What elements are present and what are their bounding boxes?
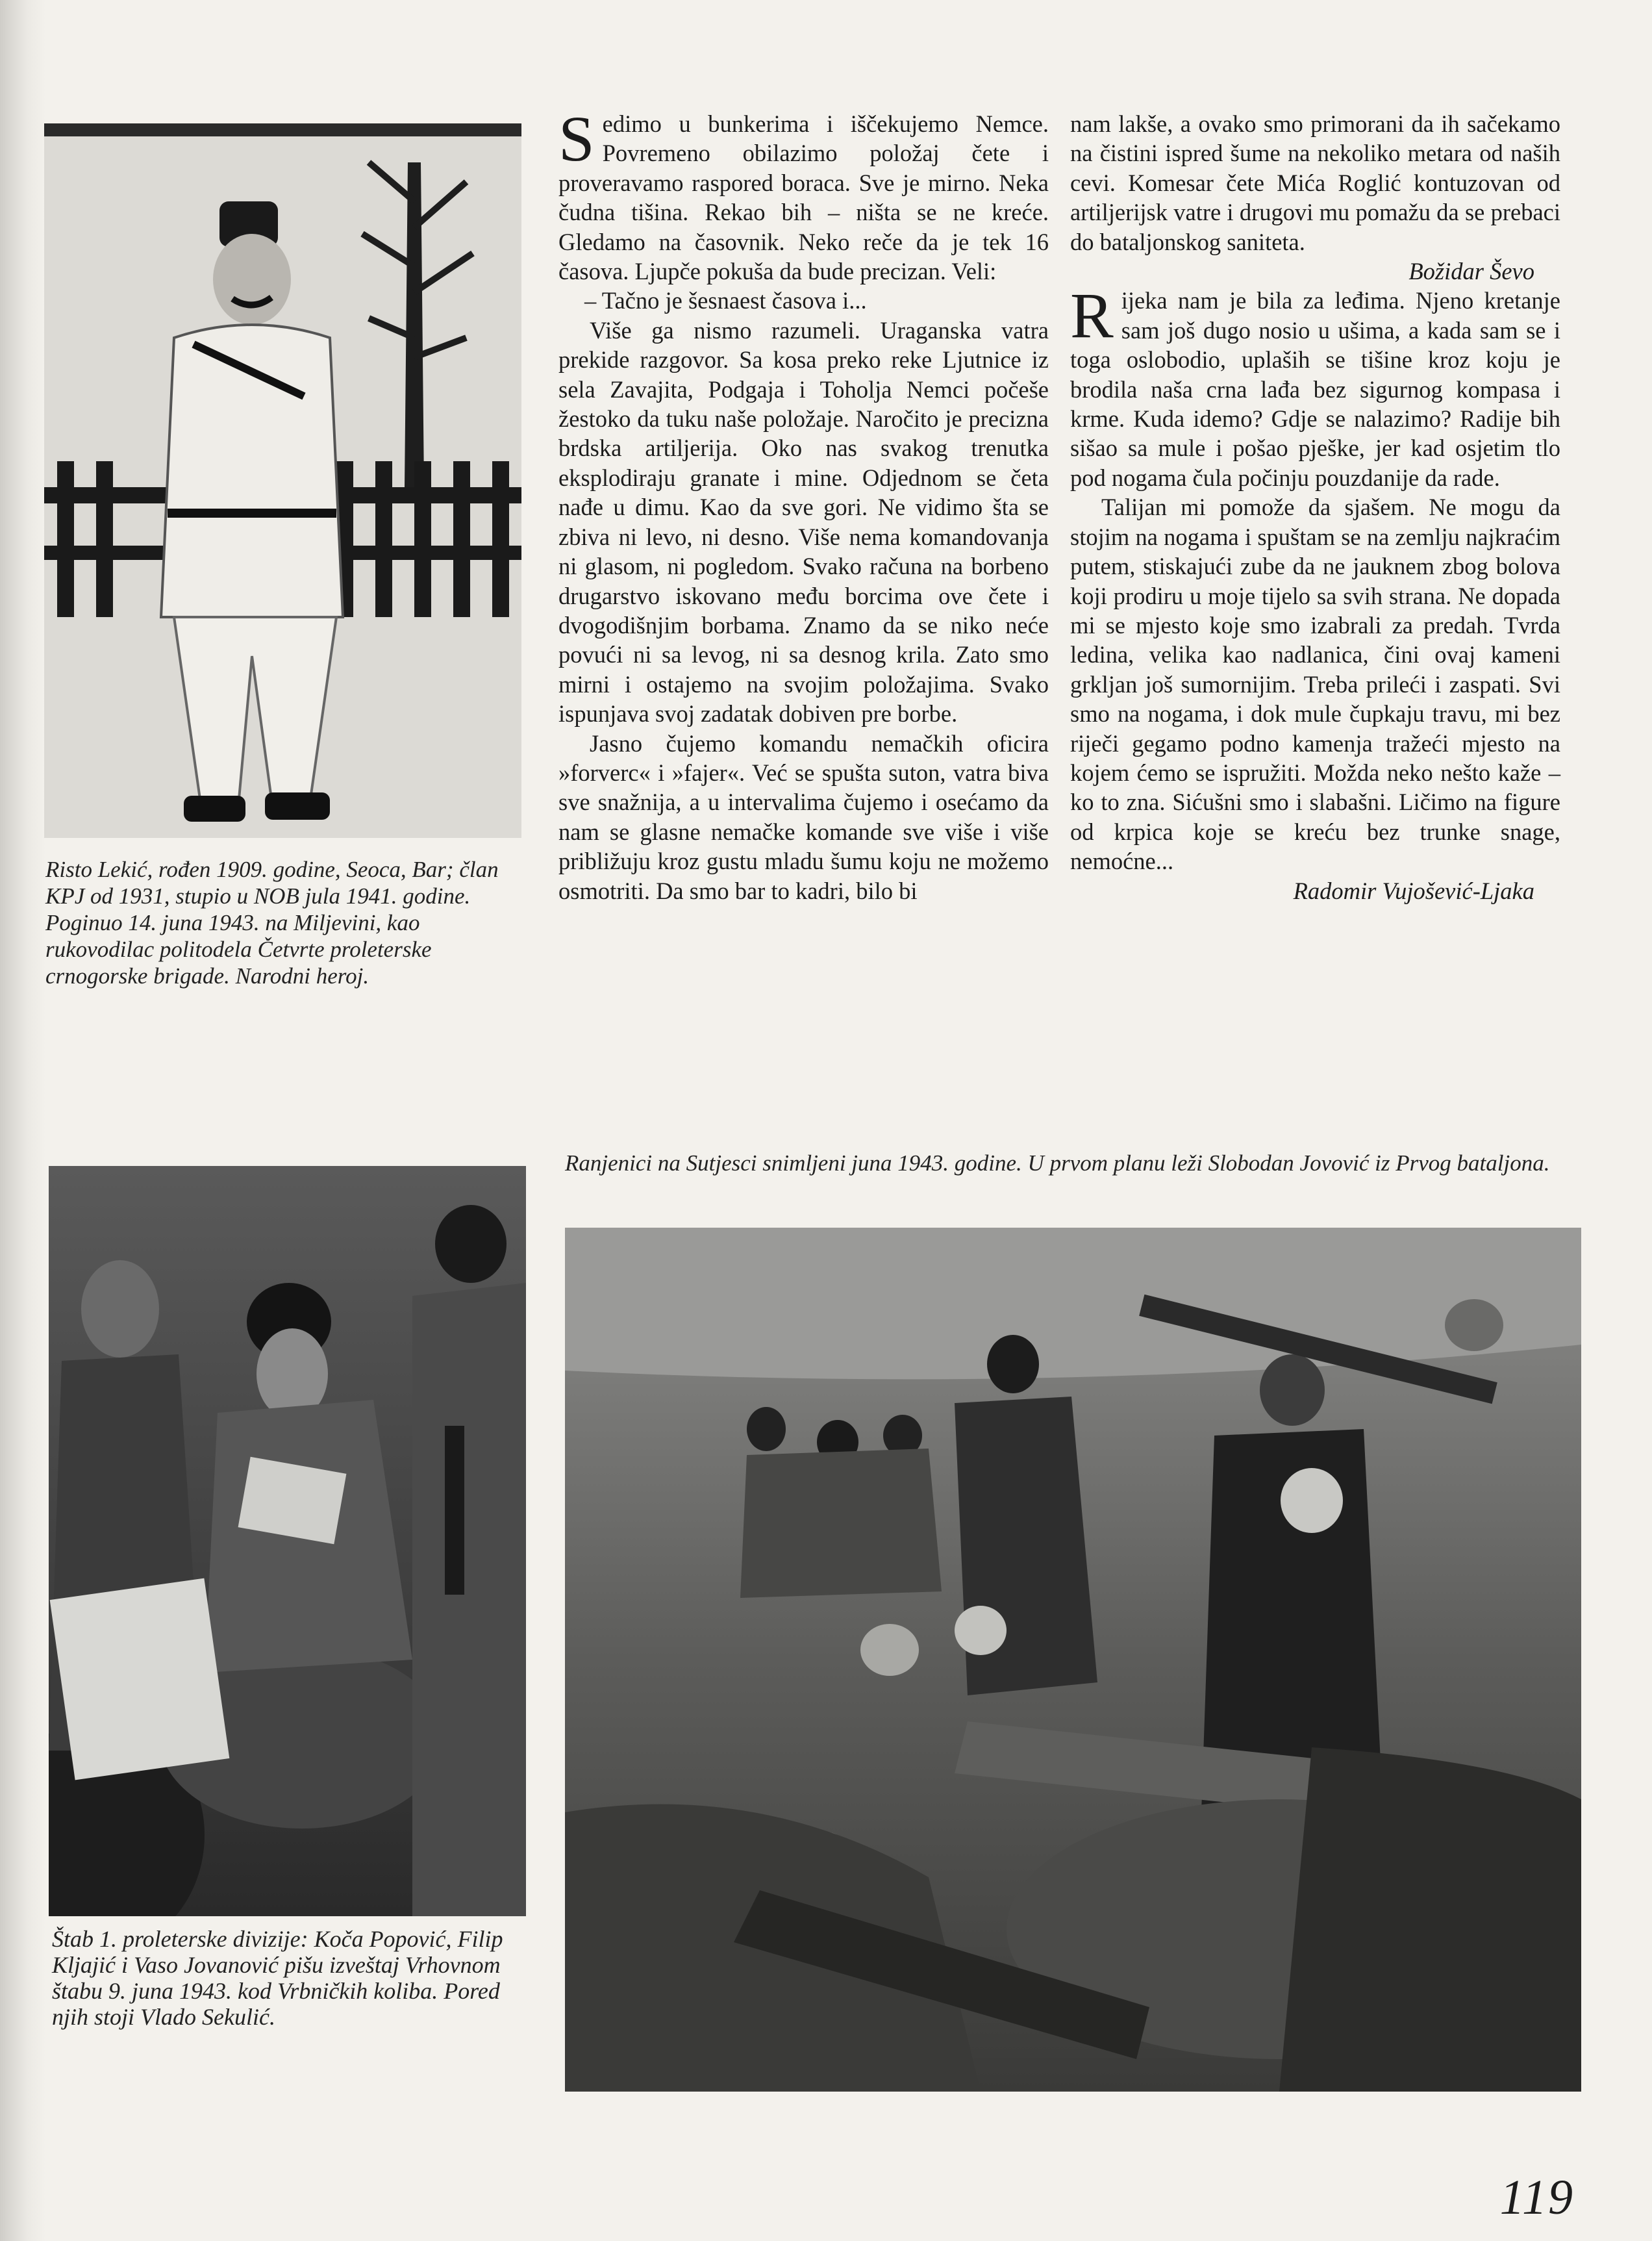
wounded-caption: Ranjenici na Sutjesci snimljeni juna 1943. godine. U prvom planu leži Slobodan Jovović iz Prvog bataljona. (565, 1150, 1550, 1176)
portrait-caption: Risto Lekić, rođen 1909. godine, Seoca, Bar; član KPJ od 1931, stupio u NOB jula 1941. godine. Poginuo 14. juna 1943. na Miljevini, kao rukovodilac politodela Četvrte proleterske crnogorske brigade. Narodni heroj. (45, 857, 499, 989)
signature-bozidar-sevo: Božidar Ševo (1408, 258, 1534, 285)
column2-paragraph-3: Talijan mi pomože da sjašem. Ne mogu da stojim na nogama i spuštam se na zemlju najkraćim putem, stiskajući zube da ne jauknem zbog bolova koji prodiru u moje tijelo sa svih strana. Ne dopada mi se mjesto koje smo izabrali za predah. Tvrda ledina, velika kao nadlanica, čini ovaj kameni grkljan još sumornijim. Treba prileći i zaspati. Svi smo na nogama, i dok mule čupkaju travu, mi bez riječi gegamo podno kamenja tražeći mjesto na kojem ćemo se ispružiti. Možda neko nešto kaže – ko to zna. Sićušni smo i slabašni. Ličimo na figure od krpica koje se kreću bez trunke snage, nemoćne... (1070, 494, 1560, 875)
column2-paragraph-1: nam lakše, a ovako smo primorani da ih sačekamo na čistini ispred šume na nekoliko metara od naših cevi. Komesar čete Mića Roglić kontuzovan od artiljerijsk vatre i drugovi mu pomažu da se prebaci do bataljonskog saniteta. (1070, 110, 1560, 255)
column1-paragraph-3: Više ga nismo razumeli. Uraganska vatra prekide razgovor. Sa kosa preko reke Ljutnice iz sela Zavajita, Podgaja i Toholja Nemci počeše žestoko da tuku naše položaje. Naročito je precizna brdska artiljerija. Oko nas svakog trenutka eksplodiraju granate i mine. Odjednom se četa nađe u dimu. Kao da sve gori. Ne vidimo šta se zbiva ni levo, ni desno. Više nema komandovanja ni glasom, ni pogledom. Svako računa na borbeno drugarstvo iskovano među borcima ove čete i dvogodišnjim borbama. Znamo da se niko neće povući ni sa levog, ni sa desnog krila. Zato smo mirni i ostajemo na svojim položajima. Svako ispunjava svoj zadatak dobiven pre borbe. (558, 316, 1049, 728)
text-column-2 (1070, 109, 1560, 905)
staff-caption: Štab 1. proleterske divizije: Koča Popović, Filip Kljajić i Vaso Jovanović pišu izveštaj Vrhovnom štabu 9. juna 1943. kod Vrbničkih koliba. Pored njih stoji Vlado Sekulić. (52, 1926, 503, 2030)
dropcap-s: S (558, 103, 595, 175)
dropcap-r: R (1070, 279, 1114, 352)
portrait-photo (44, 123, 521, 838)
column1-paragraph-2: – Tačno je šesnaest časova i... (584, 287, 867, 314)
signature-radomir-vujosevic: Radomir Vujošević-Ljaka (1293, 877, 1534, 904)
column2-paragraph-2: Rijeka nam je bila za leđima. Njeno kretanje sam još dugo nosio u ušima, a kada sam se i toga oslobodio, uplaših se tišine kroz koju je brodila naša crna lađa bez sigurnog kompasa i krme. Kuda idemo? Gdje se nalazimo? Radije bih sišao sa mule i pošao pješke, jer kad osjetim tlo pod nogama čula počinju pouzdanije da rade. (1070, 279, 1560, 491)
column1-paragraph-1: Sedimo u bunkerima i iščekujemo Nemce. Povremeno obilazimo položaj čete i proveravamo raspored boraca. Sve je mirno. Neka čudna tišina. Rekao bih – ništa se ne kreće. Gledamo na časovnik. Neko reče da je tek 16 časova. Ljupče pokuša da bude precizan. Veli: (558, 103, 1049, 285)
wounded-photo (565, 1228, 1581, 2092)
staff-photo (49, 1166, 526, 1916)
page-number: 119 (1499, 2170, 1574, 2225)
column1-paragraph-4: Jasno čujemo komandu nemačkih oficira »forverc« i »fajer«. Već se spušta suton, vatra biva sve snažnija, a u intervalima čujemo i osećamo da nam se glasne nemačke komande sve više i više približuju kroz gustu mladu šumu koju ne možemo osmotriti. Da smo bar to kadri, bilo bi (558, 729, 1049, 904)
text-column-1 (558, 103, 1049, 905)
page-gutter (0, 0, 45, 2241)
